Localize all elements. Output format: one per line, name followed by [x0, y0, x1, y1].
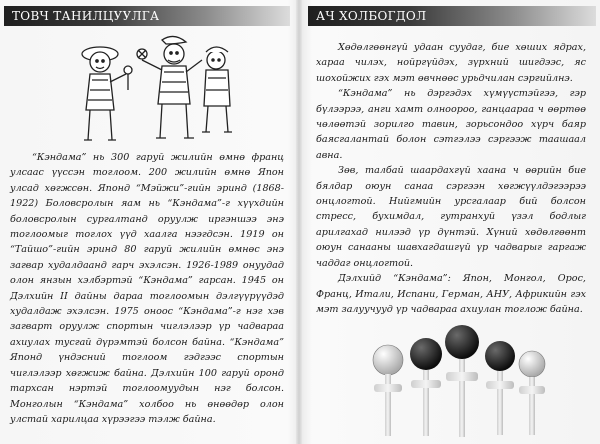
- left-page-heading: ТОВЧ ТАНИЛЦУУЛГА: [4, 6, 290, 26]
- benefit-paragraph: Дэлхийд “Кэндама”: Япон, Монгол, Орос, Франц, Итали, Испани, Герман, АНУ, Африкийн гэх мэт залуучууд үр чадвараа ахиулан тоглож байна.: [316, 273, 586, 315]
- left-page: [0, 0, 298, 444]
- right-page-body: [316, 40, 586, 317]
- kendama-mid-right: [485, 341, 515, 435]
- cartoon-illustration: [70, 30, 240, 146]
- left-page-body: [10, 150, 284, 427]
- kendama-right: [519, 351, 545, 435]
- kendama-mid-left: [410, 338, 442, 436]
- benefit-paragraph: “Кэндама” нь дэргэдэх хүмүүстэйгээ, гэр бүлээрээ, анги хамт олноороо, ганцаараа ч өөртөө чөлөөтэй зорилго тавин, зорьсондоо хүрч баяр баясгалантай болон сэтгэлээ сэргээж таашаал авна.: [316, 88, 586, 161]
- benefit-paragraph: Хөдөлгөөнгүй удаан суудаг, бие хөших ядрах, хараа чилэх, нойргүйдэх, зүрхний шигдээс, яс шохойжих гэх мэт өвчнөөс урьдчилан сэргийлнэ.: [316, 42, 586, 84]
- right-page: [302, 0, 600, 444]
- kendama-photo: [366, 318, 546, 442]
- benefit-paragraph: Зөв, талбай шаардахгүй хаана ч өөрийн бие бялдар оюун санаа сэргээн хөгжүүлдэгээрээ онцлогтой. Нийгмийн урсгалаар бий болсон стресс, бухимдал, гутранхуй үзэл бодлыг арилгахад нилээд үр дүнтэй. Хүний хөдөлгөөнт оюун санааны шавхагдашгүй үр чадварыг гаргаж чаддаг онцлогтой.: [316, 165, 586, 269]
- kendama-left: [373, 345, 403, 436]
- history-paragraph: “Кэндама” нь 300 гаруй жилийн өмнө франц улсаас үүссэн тоглоом. 200 жилийн өмнө Япон улсад хөгжсөн. Японд “Мэйжи”-гийн эринд (1868-1922) Боловсролын яам нь “Кэндама”-г хүүхдийн боловсролын сургалтанд оруулж иргэншээ энэ тоглоомыг тоглох үүд хаалга нээгдсэн. 1919 он “Тайшо”-гийн эринд 80 гаруй жилийн өмнөс энэ загвар худалдаанд гарч эхэлсэн. 1926-1989 онуудад олон янзын хэлбэртэй “Кэндама” гарсан. 1945 он Дэлхийн II дайны дараа тоглоомын дэлгүүрүүдэд худалдаж эхэлсэн. 1975 оноос “Кэндама”-г нэг хэв загварт оруулж спортын чиглэлээр үр чадвараа ахиулах тусгай дүрэмтэй болсон байна. “Кэндама” Японд үндэсний тоглоом гэдгээс спортын чиглэлээр хөгжиж байна. Дэлхийн 100 гаруй оронд тархсан нэртэй тоглоомуудын нэг болсон. Монголын “Кэндама” холбоо нь өнөөдөр олон улстай харилцаа хүрээгээ тэлж байна.: [10, 152, 284, 425]
- right-page-heading: АЧ ХОЛБОГДОЛ: [308, 6, 596, 26]
- kendama-center: [445, 325, 479, 437]
